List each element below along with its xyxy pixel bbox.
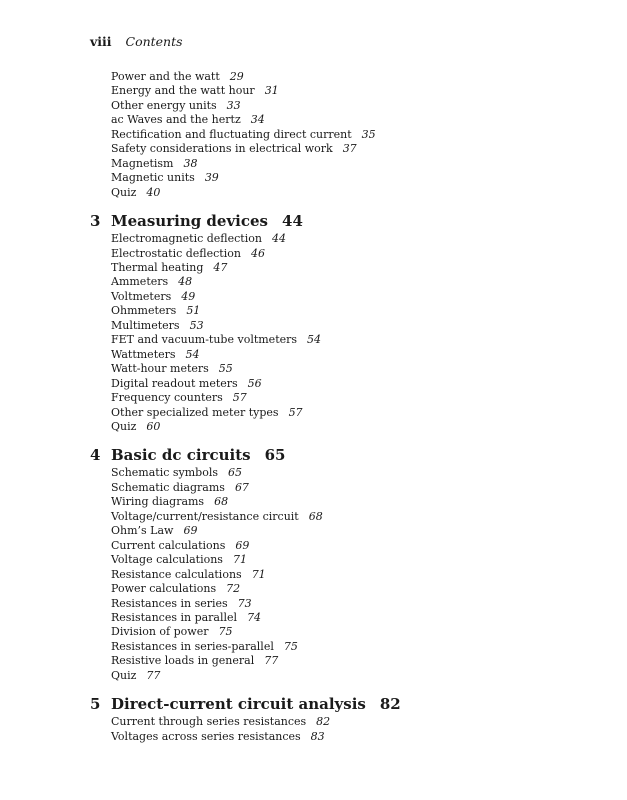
entry-page: 75 bbox=[283, 639, 298, 653]
entry-title: Quiz bbox=[111, 419, 137, 433]
page-number: viii bbox=[90, 34, 112, 49]
entry-title: Ohmmeters bbox=[111, 304, 177, 318]
entry-title: Frequency counters bbox=[111, 391, 223, 405]
toc-entry bbox=[90, 524, 590, 538]
toc-entry bbox=[90, 597, 590, 611]
entry-page: 33 bbox=[226, 98, 241, 112]
chapter-page: 82 bbox=[379, 695, 401, 714]
entry-title: Energy and the watt hour bbox=[111, 84, 255, 98]
toc-entry bbox=[90, 186, 590, 200]
entry-title: Wattmeters bbox=[111, 347, 176, 361]
toc-entry bbox=[90, 99, 590, 113]
entry-title: Other specialized meter types bbox=[111, 405, 279, 419]
chapter-heading bbox=[90, 695, 590, 713]
entry-page: 51 bbox=[186, 304, 201, 318]
entry-title: Electrostatic deflection bbox=[111, 246, 241, 260]
entry-title: Quiz bbox=[111, 185, 137, 199]
toc-entry bbox=[90, 611, 590, 625]
chapter-number: 3 bbox=[90, 212, 101, 231]
entry-title: Voltmeters bbox=[111, 289, 172, 303]
entry-page: 54 bbox=[185, 347, 200, 361]
entry-page: 55 bbox=[218, 362, 233, 376]
entry-title: ac Waves and the hertz bbox=[111, 113, 241, 127]
entry-page: 57 bbox=[288, 405, 303, 419]
toc-entry bbox=[90, 553, 590, 567]
entry-title: Current calculations bbox=[111, 538, 226, 552]
chapter-title: Measuring devices bbox=[111, 212, 269, 231]
toc-entry bbox=[90, 261, 590, 275]
toc-entry bbox=[90, 348, 590, 362]
toc-entry bbox=[90, 669, 590, 683]
entry-title: Other energy units bbox=[111, 98, 217, 112]
toc-entry bbox=[90, 113, 590, 127]
toc-entry bbox=[90, 510, 590, 524]
toc-entry bbox=[90, 715, 590, 729]
entry-page: 71 bbox=[251, 567, 266, 581]
entry-title: Rectification and fluctuating direct current bbox=[111, 127, 352, 141]
entry-page: 39 bbox=[204, 171, 219, 185]
entry-title: Wiring diagrams bbox=[111, 495, 205, 509]
entry-page: 46 bbox=[250, 246, 265, 260]
entry-title: Quiz bbox=[111, 668, 137, 682]
entry-title: Resistive loads in general bbox=[111, 654, 255, 668]
entry-page: 38 bbox=[183, 156, 198, 170]
toc-entry bbox=[90, 481, 590, 495]
page-header bbox=[90, 34, 183, 49]
toc-entry bbox=[90, 654, 590, 668]
entry-page: 82 bbox=[316, 715, 331, 729]
chapter-title: Direct-current circuit analysis bbox=[111, 695, 366, 714]
entry-page: 77 bbox=[264, 654, 279, 668]
entry-title: Voltages across series resistances bbox=[111, 729, 301, 743]
entry-page: 37 bbox=[342, 142, 357, 156]
toc-entry bbox=[90, 568, 590, 582]
toc-entry bbox=[90, 319, 590, 333]
entry-title: Magnetic units bbox=[111, 171, 195, 185]
toc-entry bbox=[90, 290, 590, 304]
entry-page: 67 bbox=[234, 480, 249, 494]
entry-title: Resistance calculations bbox=[111, 567, 242, 581]
entry-title: Voltage calculations bbox=[111, 553, 223, 567]
entry-page: 34 bbox=[250, 113, 265, 127]
entry-page: 75 bbox=[218, 625, 233, 639]
toc-entry bbox=[90, 304, 590, 318]
chapter-title: Basic dc circuits bbox=[111, 446, 251, 465]
entry-title: Ohm’s Law bbox=[111, 524, 174, 538]
entry-page: 71 bbox=[232, 553, 247, 567]
table-of-contents bbox=[90, 70, 590, 744]
toc-entry bbox=[90, 406, 590, 420]
running-title: Contents bbox=[125, 34, 183, 49]
toc-entry bbox=[90, 128, 590, 142]
entry-page: 68 bbox=[308, 509, 323, 523]
toc-entry bbox=[90, 625, 590, 639]
toc-entry bbox=[90, 333, 590, 347]
entry-page: 77 bbox=[146, 668, 161, 682]
entry-page: 83 bbox=[310, 729, 325, 743]
chapter-number: 4 bbox=[90, 446, 101, 465]
entry-page: 57 bbox=[232, 391, 247, 405]
toc-entry bbox=[90, 466, 590, 480]
entry-title: FET and vacuum-tube voltmeters bbox=[111, 333, 298, 347]
entry-title: Safety considerations in electrical work bbox=[111, 142, 333, 156]
entry-title: Magnetism bbox=[111, 156, 174, 170]
entry-page: 74 bbox=[247, 610, 262, 624]
toc-entry bbox=[90, 142, 590, 156]
toc-entry bbox=[90, 157, 590, 171]
entry-page: 40 bbox=[146, 185, 161, 199]
entry-page: 49 bbox=[181, 289, 196, 303]
entry-page: 72 bbox=[226, 582, 241, 596]
entry-title: Thermal heating bbox=[111, 260, 204, 274]
toc-entry bbox=[90, 640, 590, 654]
toc-entry bbox=[90, 377, 590, 391]
toc-entry bbox=[90, 232, 590, 246]
entry-title: Schematic symbols bbox=[111, 466, 218, 480]
entry-title: Voltage/current/resistance circuit bbox=[111, 509, 299, 523]
entry-page: 56 bbox=[247, 376, 262, 390]
entry-title: Watt-hour meters bbox=[111, 362, 209, 376]
chapter-heading bbox=[90, 212, 590, 230]
entry-title: Electromagnetic deflection bbox=[111, 232, 262, 246]
toc-entry bbox=[90, 539, 590, 553]
chapter-number: 5 bbox=[90, 695, 101, 714]
chapter-heading bbox=[90, 446, 590, 464]
toc-entry bbox=[90, 391, 590, 405]
entry-page: 69 bbox=[235, 538, 250, 552]
entry-page: 65 bbox=[228, 466, 242, 480]
entry-title: Power calculations bbox=[111, 582, 217, 596]
entry-title: Power and the watt bbox=[111, 70, 220, 83]
entry-page: 44 bbox=[271, 232, 286, 246]
entry-title: Digital readout meters bbox=[111, 376, 238, 390]
toc-entry bbox=[90, 420, 590, 434]
entry-title: Division of power bbox=[111, 625, 209, 639]
entry-title: Ammeters bbox=[111, 275, 169, 289]
toc-entry bbox=[90, 70, 590, 84]
entry-page: 73 bbox=[237, 596, 252, 610]
entry-title: Schematic diagrams bbox=[111, 480, 225, 494]
entry-title: Multimeters bbox=[111, 318, 180, 332]
toc-entry bbox=[90, 362, 590, 376]
chapter-page: 65 bbox=[264, 446, 286, 465]
toc-entry bbox=[90, 730, 590, 744]
entry-page: 29 bbox=[229, 70, 244, 83]
entry-page: 48 bbox=[178, 275, 193, 289]
chapter-page: 44 bbox=[282, 212, 303, 231]
entry-page: 31 bbox=[264, 84, 279, 98]
entry-page: 68 bbox=[214, 495, 229, 509]
entry-page: 47 bbox=[213, 260, 228, 274]
entry-title: Resistances in series-parallel bbox=[111, 639, 274, 653]
entry-title: Resistances in series bbox=[111, 596, 228, 610]
entry-title: Current through series resistances bbox=[111, 715, 307, 729]
entry-page: 69 bbox=[183, 524, 198, 538]
toc-entry bbox=[90, 247, 590, 261]
entry-page: 54 bbox=[307, 333, 322, 347]
toc-entry bbox=[90, 171, 590, 185]
toc-entry bbox=[90, 84, 590, 98]
toc-entry bbox=[90, 495, 590, 509]
entry-page: 53 bbox=[189, 318, 204, 332]
entry-page: 60 bbox=[146, 419, 161, 433]
entry-title: Resistances in parallel bbox=[111, 610, 238, 624]
toc-entry bbox=[90, 582, 590, 596]
entry-page: 35 bbox=[361, 127, 376, 141]
toc-entry bbox=[90, 275, 590, 289]
